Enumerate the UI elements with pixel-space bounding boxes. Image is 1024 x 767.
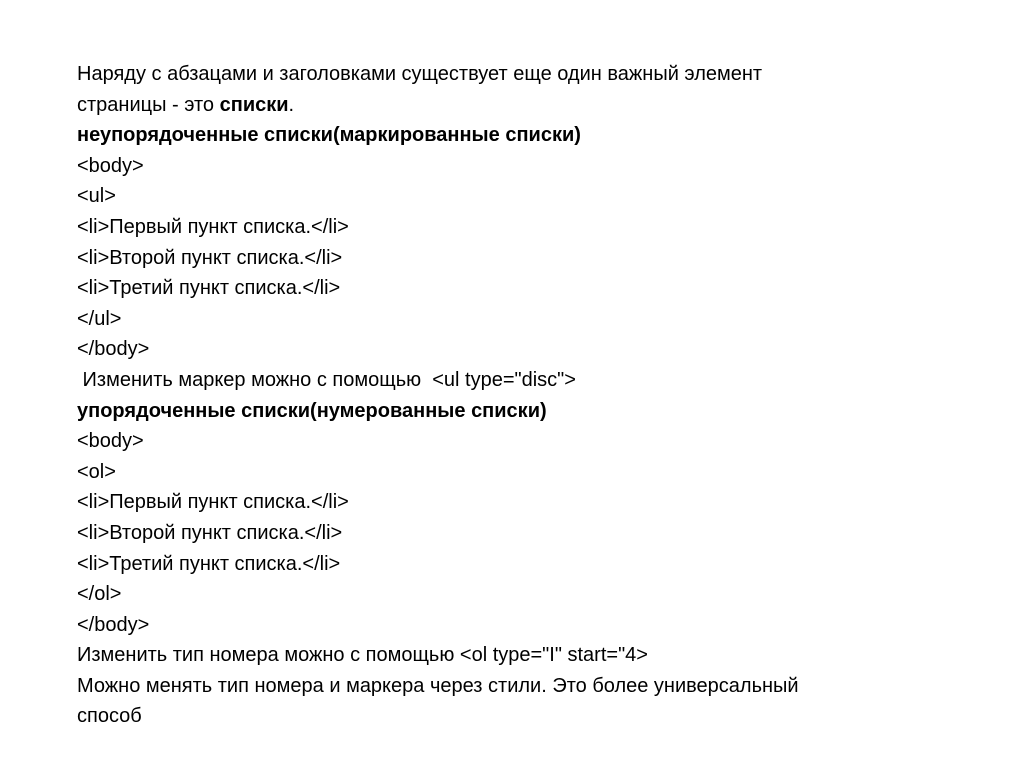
unordered-code-line: </body> (77, 338, 150, 361)
unordered-code-line: <ul> (77, 185, 116, 208)
ordered-heading: упорядоченные списки(нумерованные списки) (77, 399, 547, 422)
intro-line-2 (77, 90, 977, 121)
ordered-code-line: <li>Третий пункт списка.</li> (77, 552, 341, 575)
intro-line-1: Наряду с абзацами и заголовками существует еще один важный элемент (77, 63, 763, 85)
closing-line-2: способ (77, 705, 142, 728)
ordered-code-line: <li>Второй пункт списка.</li> (77, 521, 343, 544)
closing-line-1: Можно менять тип номера и маркера через стили. Это более универсальный (77, 674, 799, 697)
unordered-code-line: <li>Первый пункт списка.</li> (77, 215, 349, 238)
intro-line-2-suffix: . (288, 93, 295, 116)
ordered-code-line: <ol> (77, 460, 116, 483)
unordered-marker-note: Изменить маркер можно с помощью <ul type="disc"> (77, 368, 576, 391)
intro-line-2-prefix: страницы - это (77, 93, 220, 116)
ordered-code-line: </body> (77, 613, 150, 636)
slide-content (77, 59, 977, 732)
ordered-number-note: Изменить тип номера можно с помощью <ol type="I" start="4> (77, 644, 648, 667)
unordered-heading: неупорядоченные списки(маркированные списки) (77, 124, 581, 147)
unordered-code-line: </ul> (77, 307, 122, 330)
ordered-code-line: </ol> (77, 583, 122, 606)
unordered-code-line: <li>Второй пункт списка.</li> (77, 246, 343, 269)
unordered-code-line: <li>Третий пункт списка.</li> (77, 277, 341, 300)
ordered-code-line: <li>Первый пункт списка.</li> (77, 491, 349, 514)
unordered-code-line: <body> (77, 154, 144, 177)
ordered-code-line: <body> (77, 430, 144, 453)
intro-keyword-lists: списки (219, 93, 289, 116)
